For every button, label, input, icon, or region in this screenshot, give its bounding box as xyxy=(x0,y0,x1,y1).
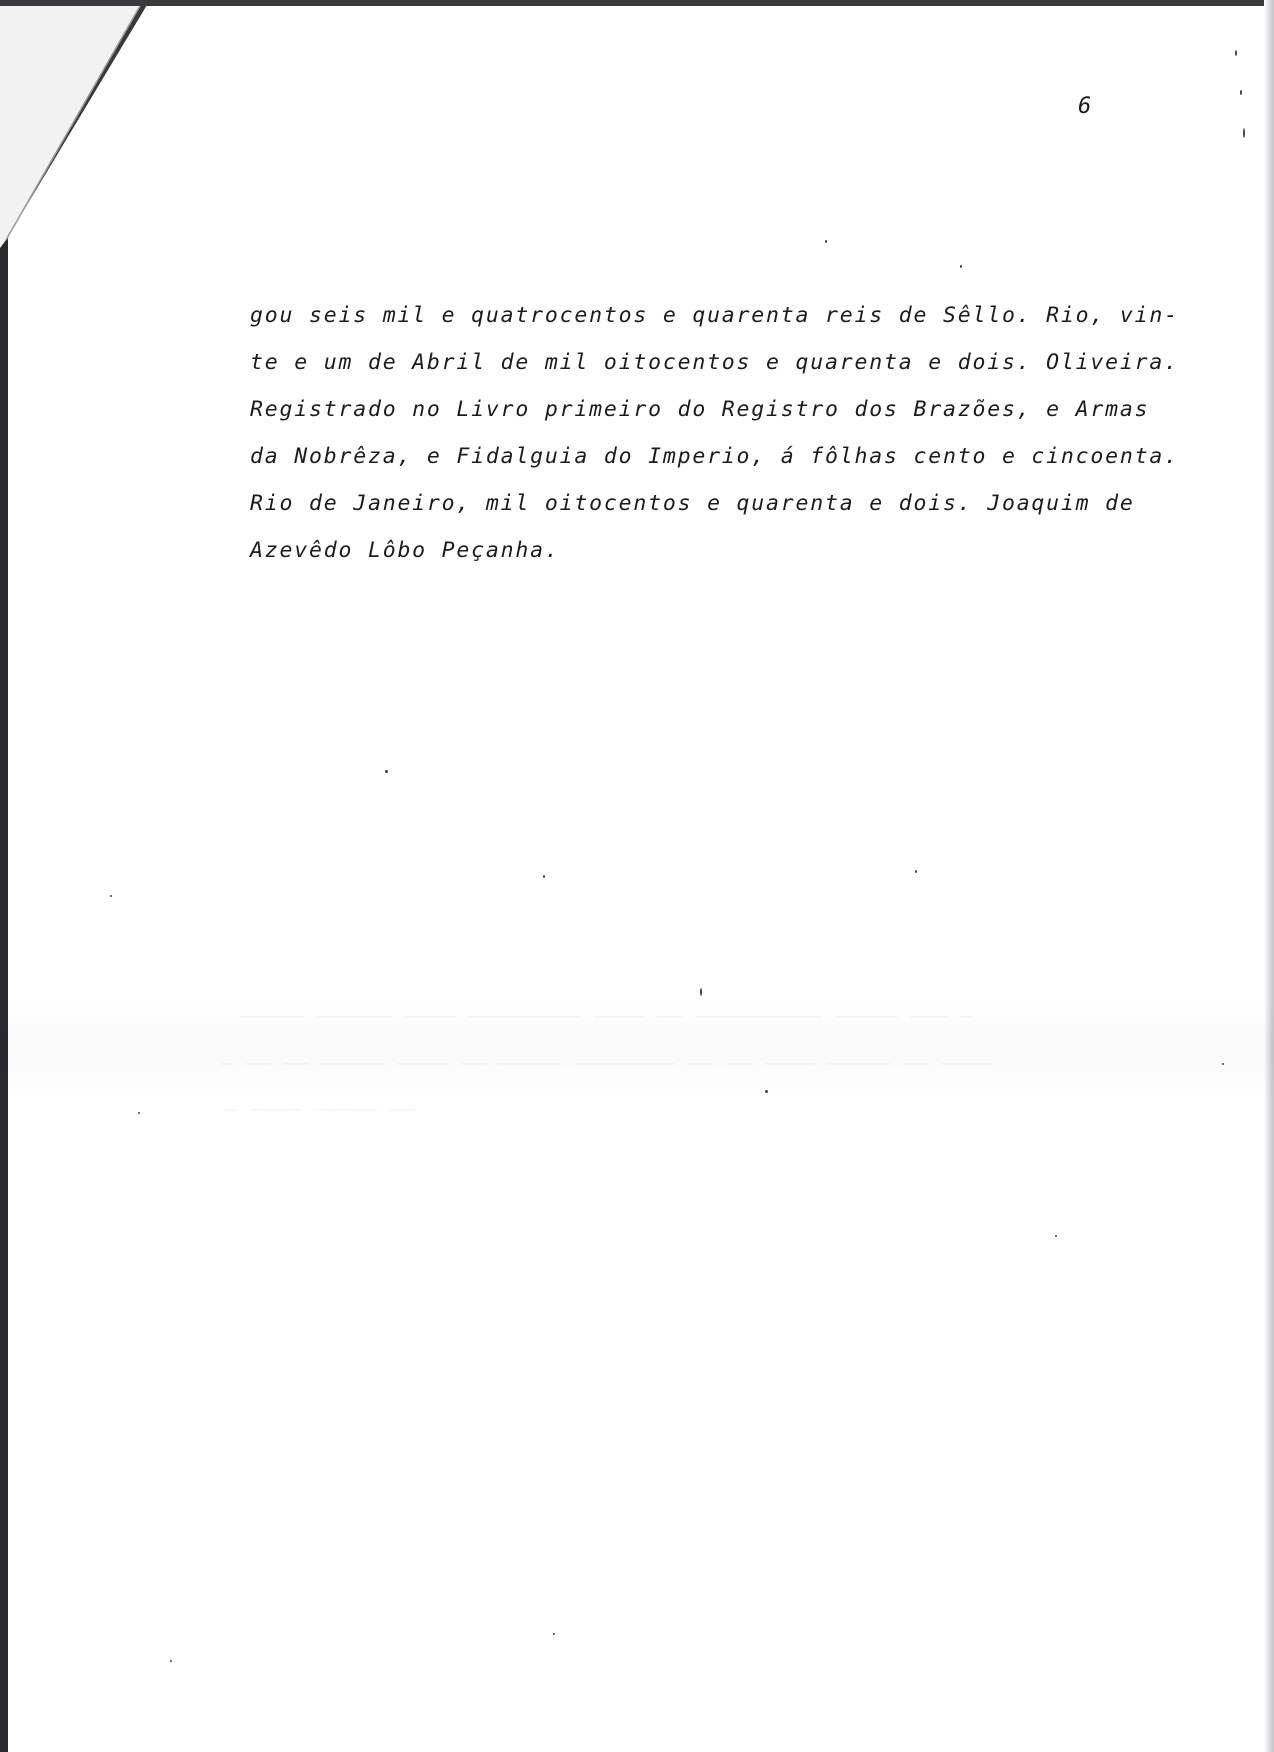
dust-speck xyxy=(960,265,962,268)
bleed-through-text xyxy=(240,1005,973,1029)
text-line: Azevêdo Lôbo Peçanha. xyxy=(250,538,560,563)
dust-speck xyxy=(1243,128,1245,138)
dust-speck xyxy=(1055,1235,1057,1237)
text-line: Registrado no Livro primeiro do Registro dos Brazões, e Armas xyxy=(250,397,1150,422)
dust-speck xyxy=(1235,50,1237,56)
scanner-top-edge xyxy=(0,0,1274,6)
text-line: te e um de Abril de mil oitocentos e quarenta e dois. Oliveira. xyxy=(250,350,1179,375)
dust-speck xyxy=(1240,90,1242,95)
page-right-edge xyxy=(1264,0,1274,1752)
bleed-through-text xyxy=(220,1052,991,1076)
dust-speck xyxy=(915,870,917,873)
dust-speck xyxy=(765,1090,768,1093)
dust-speck xyxy=(138,1112,140,1114)
dust-speck xyxy=(1222,1063,1224,1065)
page-number: 6 xyxy=(1078,94,1092,119)
dust-speck xyxy=(385,770,388,773)
dust-speck xyxy=(825,240,827,243)
text-line: gou seis mil e quatrocentos e quarenta reis de Sêllo. Rio, vin- xyxy=(250,303,1179,328)
dust-speck xyxy=(700,988,702,996)
dust-speck xyxy=(553,1633,555,1635)
typed-paragraph xyxy=(250,292,1210,574)
dust-speck xyxy=(170,1660,172,1662)
folded-corner xyxy=(0,0,150,270)
dust-speck xyxy=(543,875,545,878)
text-line: da Nobrêza, e Fidalguia do Imperio, á fôlhas cento e cincoenta. xyxy=(250,444,1179,469)
dust-speck xyxy=(110,895,112,897)
bleed-through-text xyxy=(225,1098,415,1122)
text-line: Rio de Janeiro, mil oitocentos e quarenta e dois. Joaquim de xyxy=(250,491,1135,516)
